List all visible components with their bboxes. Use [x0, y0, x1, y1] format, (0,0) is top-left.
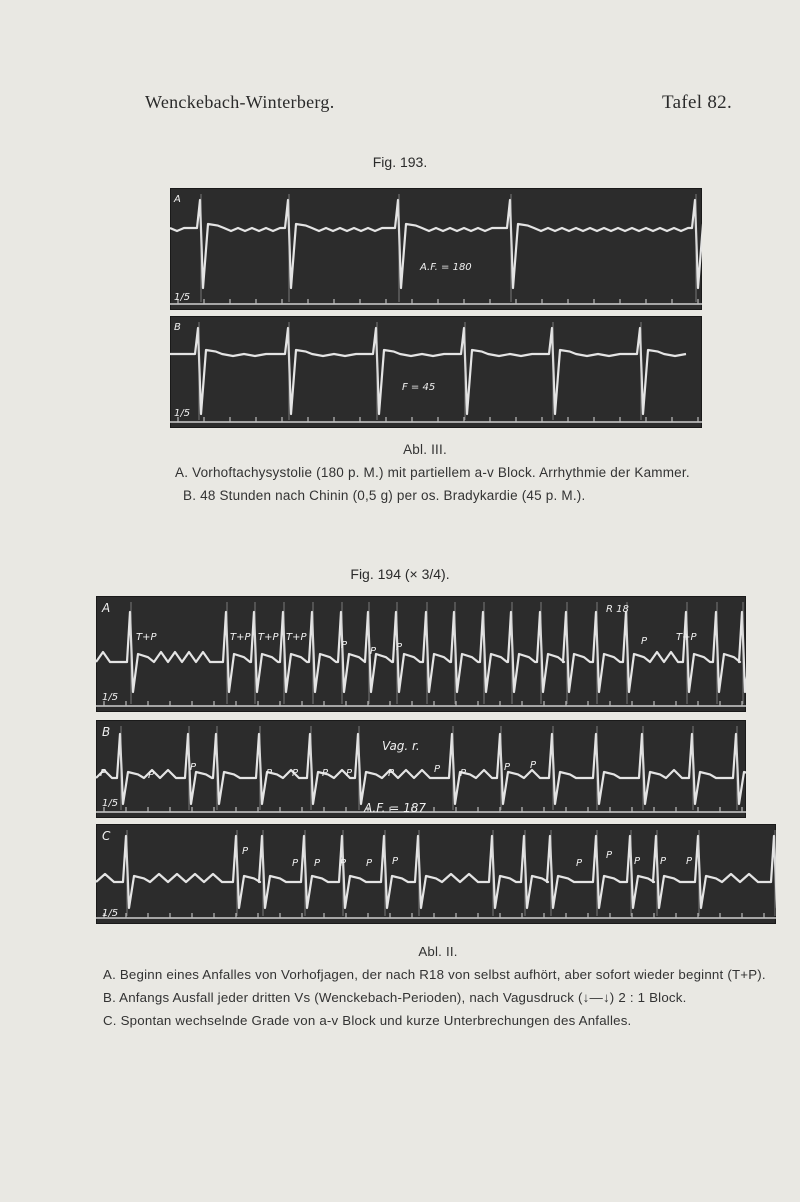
- strip-scale: 1/5: [174, 292, 191, 303]
- fig-194-strip-c: [96, 824, 776, 924]
- authors: Wenckebach-Winterberg.: [145, 92, 335, 112]
- strip-scale: 1/5: [174, 408, 191, 419]
- caption-heading: Abl. II.: [418, 944, 458, 959]
- fig-194-title: Fig. 194 (× 3/4).: [350, 566, 450, 582]
- p-label: P: [148, 770, 155, 781]
- caption-line-a: A. Vorhoftachysystolie (180 p. M.) mit partiellem a-v Block. Arrhythmie der Kammer.: [175, 465, 690, 480]
- ecg-trace: [96, 720, 746, 818]
- p-label: P: [322, 768, 329, 779]
- ecg-line: [170, 200, 702, 288]
- p-label: P: [576, 858, 583, 869]
- strip-note: F = 45: [402, 382, 436, 393]
- strip-scale: 1/5: [102, 692, 119, 703]
- p-label: P: [530, 760, 537, 771]
- r18-label: R 18: [606, 604, 629, 615]
- tp-label: T+P: [676, 632, 697, 643]
- p-label: P: [606, 850, 613, 861]
- tp-label: T+P: [136, 632, 157, 643]
- p-label: P: [504, 762, 511, 773]
- p-label: P: [686, 856, 693, 867]
- caption-heading: Abl. III.: [403, 442, 447, 457]
- strip-letter: B: [102, 725, 111, 739]
- p-label: P: [100, 768, 107, 779]
- strip-note: A.F. = 187: [364, 801, 427, 815]
- p-label: P: [242, 846, 249, 857]
- strip-letter: A: [174, 194, 181, 205]
- plate-number: Tafel 82.: [662, 92, 732, 113]
- p-label: P: [292, 858, 299, 869]
- caption-line-c: C. Spontan wechselnde Grade von a-v Block und kurze Unterbrechungen des Anfalles.: [103, 1013, 632, 1028]
- fig-194-strip-a: [96, 596, 746, 712]
- p-label: P: [190, 762, 197, 773]
- tp-label: T+P: [230, 632, 251, 643]
- strip-scale: 1/5: [102, 908, 119, 919]
- p-label: P: [388, 768, 395, 779]
- p-label: P: [340, 858, 347, 869]
- fig-193-strip-a: [170, 188, 702, 310]
- strip-letter: A: [102, 601, 111, 615]
- vagus-label: Vag. r.: [382, 739, 420, 753]
- p-label: P: [370, 646, 377, 657]
- p-label: P: [641, 636, 648, 647]
- strip-letter: B: [174, 322, 181, 333]
- ecg-trace: [170, 316, 702, 428]
- caption-line-a: A. Beginn eines Anfalles von Vorhofjagen, der nach R18 von selbst aufhört, aber sofort wieder beginnt (T+P).: [103, 967, 766, 982]
- ecg-line: [96, 836, 776, 908]
- fig-194-strip-b: [96, 720, 746, 818]
- ecg-trace: [96, 824, 776, 924]
- tp-label: T+P: [258, 632, 279, 643]
- page-header: [145, 92, 732, 122]
- p-label: P: [346, 768, 353, 779]
- ecg-trace: [96, 596, 746, 712]
- strip-scale: 1/5: [102, 798, 119, 809]
- ecg-line: [170, 328, 686, 414]
- strip-note: A.F. = 180: [420, 262, 472, 273]
- tp-label: T+P: [286, 632, 307, 643]
- p-label: P: [366, 858, 373, 869]
- caption-line-b: B. 48 Stunden nach Chinin (0,5 g) per os. Bradykardie (45 p. M.).: [183, 488, 586, 503]
- p-label: P: [460, 768, 467, 779]
- fig-194-caption: [103, 940, 793, 1032]
- caption-line-b: B. Anfangs Ausfall jeder dritten Vs (Wenckebach-Perioden), nach Vagusdruck (↓—↓) 2 : 1 Block.: [103, 990, 687, 1005]
- p-label: P: [660, 856, 667, 867]
- strip-letter: C: [102, 829, 111, 843]
- ecg-line: [96, 612, 746, 692]
- p-label: P: [634, 856, 641, 867]
- p-label: P: [396, 642, 403, 653]
- p-label: P: [292, 768, 299, 779]
- p-label: P: [341, 640, 348, 651]
- p-label: P: [266, 768, 273, 779]
- p-label: P: [314, 858, 321, 869]
- p-label: P: [434, 764, 441, 775]
- p-label: P: [392, 856, 399, 867]
- fig-193-strip-b: [170, 316, 702, 428]
- fig-193-title: Fig. 193.: [372, 154, 428, 170]
- fig-193-caption: [175, 438, 735, 507]
- ecg-trace: [170, 188, 702, 310]
